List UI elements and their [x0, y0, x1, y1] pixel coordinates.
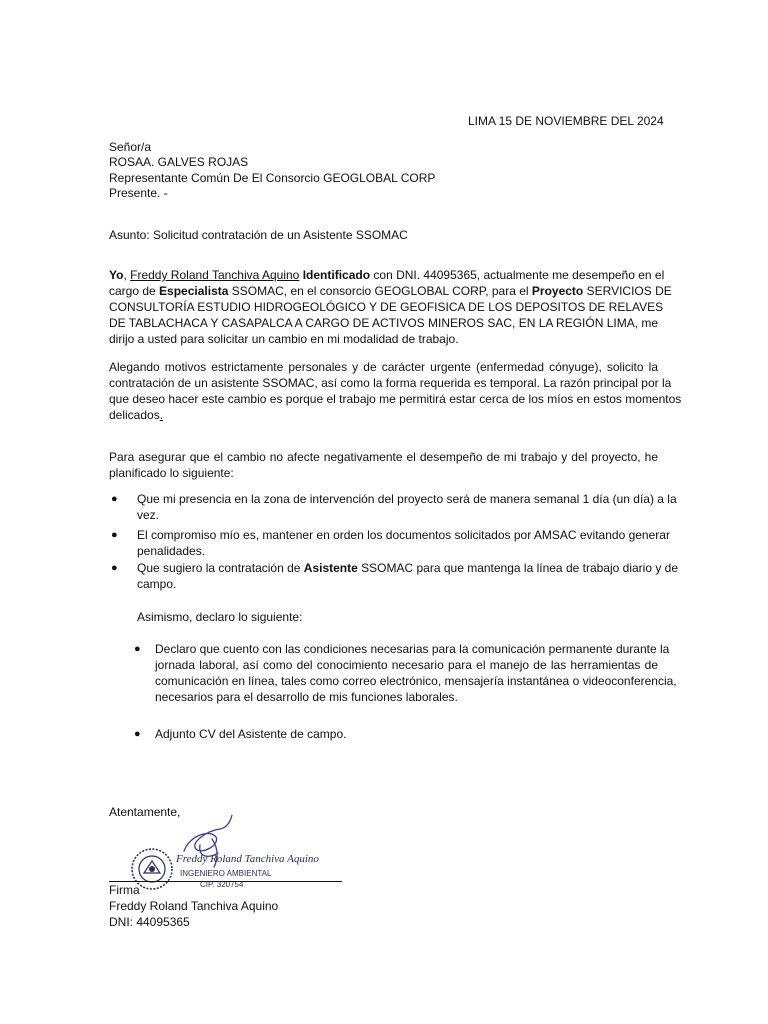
signature-stamp [120, 815, 360, 895]
salutation: Señor/a [109, 140, 152, 154]
subject-line: Asunto: Solicitud contratación de un Asistente SSOMAC [109, 228, 408, 242]
paragraph-2-line-2: contratación de un asistente SSOMAC, así como la forma requerida es temporal. La razón principal por la [109, 376, 672, 390]
adjunto-line: Adjunto CV del Asistente de campo. [155, 727, 347, 741]
paragraph-3-line-1: Para asegurar que el cambio no afecte negativamente el desempeño de mi trabajo y del proyecto, he [109, 450, 658, 464]
date-line: LIMA 15 DE NOVIEMBRE DEL 2024 [468, 114, 664, 128]
paragraph-1-line-3: CONSULTORÍA ESTUDIO HIDROGEOLÓGICO Y DE GEOFISICA DE LOS DEPOSITOS DE RELAVES [109, 300, 664, 314]
paragraph-1-line-5: dirijo a usted para solicitar un cambio en mi modalidad de trabajo. [109, 332, 459, 346]
paragraph-1-line-1: Yo, Freddy Roland Tanchiva Aquino Identificado con DNI. 44095365, actualmente me desempeño en el [109, 268, 665, 282]
bullet-marker: ● [111, 562, 118, 574]
bullet-marker: ● [134, 728, 141, 740]
paragraph-2-line-1: Alegando motivos estrictamente personales y de carácter urgente (enfermedad cónyuge), solicito la [109, 360, 658, 374]
signer-name: Freddy Roland Tanchiva Aquino [109, 899, 279, 913]
declaro-line-2: jornada laboral, así como del conocimiento necesario para el manejo de las herramientas de [155, 658, 658, 672]
bullet-2-line-2: penalidades. [137, 544, 206, 558]
bullet-marker: ● [134, 643, 141, 655]
signature-line [109, 881, 342, 882]
engineer-seal-icon [120, 815, 360, 895]
declaro-line-4: necesarios para el desarrollo de mis funciones laborales. [155, 690, 458, 704]
paragraph-2-line-4: delicados. [109, 408, 164, 422]
bullet-3-line-2: campo. [137, 577, 177, 591]
presente-line: Presente. - [109, 186, 168, 200]
closing: Atentamente, [109, 805, 181, 819]
paragraph-1-line-2: cargo de Especialista SSOMAC, en el consorcio GEOGLOBAL CORP, para el Proyecto SERVICIOS DE [109, 284, 672, 298]
bullet-marker: ● [111, 529, 118, 541]
paragraph-1-line-4: DE TABLACHACA Y CASAPALCA A CARGO DE ACTIVOS MINEROS SAC, EN LA REGIÓN LIMA, me [109, 316, 659, 330]
signer-dni: DNI: 44095365 [109, 915, 190, 929]
declaro-line-3: comunicación en línea, tales como correo electrónico, mensajería instantánea o videoconferencia, [155, 674, 677, 688]
bullet-1-line-1: Que mi presencia en la zona de intervención del proyecto será de manera semanal 1 día (un día) a la [137, 492, 677, 506]
recipient-title: Representante Común De El Consorcio GEOGLOBAL CORP [109, 171, 436, 185]
paragraph-2-line-3: que deseo hacer este cambio es porque el trabajo me permitirá estar cerca de los míos en estos momentos [109, 392, 682, 406]
stamp-cip: CIP. 320754 [200, 880, 244, 889]
stamp-name: Freddy Roland Tanchiva Aquino [176, 853, 319, 865]
bullet-3-line-1: Que sugiero la contratación de Asistente SSOMAC para que mantenga la línea de trabajo diario y de [137, 561, 679, 575]
declaro-line-1: Declaro que cuento con las condiciones necesarias para la comunicación permanente durante la [155, 642, 670, 656]
paragraph-3-line-2: planificado lo siguiente: [109, 466, 234, 480]
bullet-2-line-1: El compromiso mío es, mantener en orden los documentos solicitados por AMSAC evitando generar [137, 528, 670, 542]
bullet-1-line-2: vez. [137, 508, 160, 522]
recipient-name: ROSAA. GALVES ROJAS [109, 155, 249, 169]
firma-label: Firma [109, 883, 140, 897]
stamp-role: INGENIERO AMBIENTAL [180, 869, 272, 878]
asimismo-line: Asimismo, declaro lo siguiente: [137, 610, 303, 624]
bullet-marker: ● [111, 493, 118, 505]
